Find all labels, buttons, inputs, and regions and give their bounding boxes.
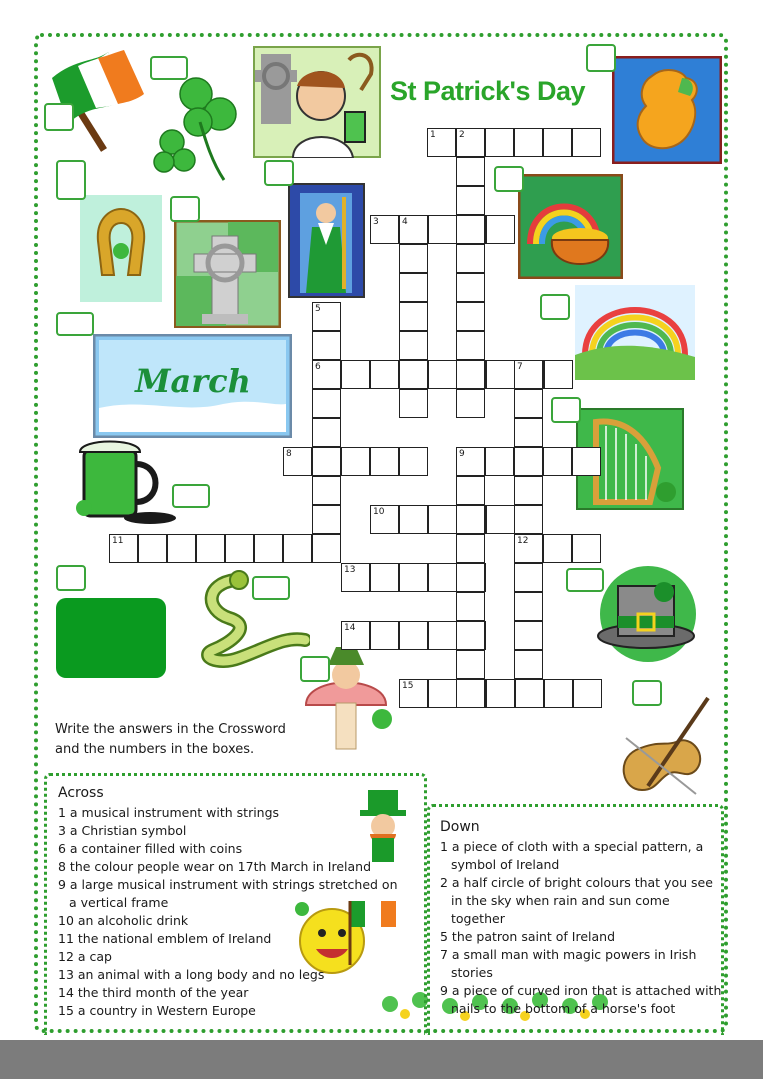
clue-item: 7 a small man with magic powers in Irish stories <box>440 947 697 980</box>
clue-item: 13 an animal with a long body and no legs <box>58 967 325 982</box>
clue-item: 1 a piece of cloth with a special pattern, a symbol of Ireland <box>440 839 704 872</box>
crossword-cell[interactable] <box>486 679 515 708</box>
crossword-cell[interactable] <box>428 360 457 389</box>
crossword-cell[interactable] <box>399 215 428 244</box>
clue-item: 8 the colour people wear on 17th March in Ireland <box>58 859 372 874</box>
clue-number: 14 <box>344 623 356 633</box>
clue-item: 15 a country in Western Europe <box>58 1003 256 1018</box>
crossword-cell[interactable] <box>514 592 543 621</box>
crossword-cell[interactable] <box>456 360 485 389</box>
clue-item: 6 a container filled with coins <box>58 841 243 856</box>
crossword-cell[interactable] <box>399 302 428 331</box>
crossword-cell[interactable] <box>427 128 456 157</box>
crossword-cell[interactable] <box>514 389 543 418</box>
crossword-cell[interactable] <box>515 679 544 708</box>
crossword-cell[interactable] <box>514 418 543 447</box>
crossword-cell[interactable] <box>486 215 515 244</box>
crossword-cell[interactable] <box>456 592 485 621</box>
clue-number: 13 <box>344 565 356 575</box>
crossword-cell[interactable] <box>485 447 514 476</box>
across-heading: Across <box>58 785 104 801</box>
crossword-cell[interactable] <box>399 389 428 418</box>
crossword-cell[interactable] <box>370 215 399 244</box>
clue-number: 11 <box>112 536 124 546</box>
crossword-cell[interactable] <box>341 621 370 650</box>
crossword-cell[interactable] <box>399 244 428 273</box>
crossword-cell[interactable] <box>312 389 341 418</box>
crossword-cell[interactable] <box>456 128 485 157</box>
instructions-line: Write the answers in the Crossword <box>55 722 286 737</box>
crossword-cell[interactable] <box>486 360 515 389</box>
crossword-cell[interactable] <box>543 128 572 157</box>
clue-number: 5 <box>315 304 321 314</box>
crossword-cell[interactable] <box>370 505 399 534</box>
crossword-cell[interactable] <box>399 679 428 708</box>
clue-item: 14 the third month of the year <box>58 985 249 1000</box>
crossword-cell[interactable] <box>399 331 428 360</box>
crossword-cell[interactable] <box>399 447 428 476</box>
crossword-cell[interactable] <box>543 447 572 476</box>
crossword-cell[interactable] <box>138 534 167 563</box>
crossword-cell[interactable] <box>456 476 485 505</box>
crossword-cell[interactable] <box>370 360 399 389</box>
clue-item: 1 a musical instrument with strings <box>58 805 280 820</box>
crossword-cell[interactable] <box>312 447 341 476</box>
crossword-cell[interactable] <box>514 360 543 389</box>
crossword-cell[interactable] <box>456 244 485 273</box>
crossword-cell[interactable] <box>514 534 543 563</box>
down-heading: Down <box>440 819 480 835</box>
clue-item: 5 the patron saint of Ireland <box>440 929 616 944</box>
page-title: St Patrick's Day <box>390 76 586 106</box>
crossword-cell[interactable] <box>514 128 543 157</box>
crossword-cell[interactable] <box>283 534 312 563</box>
crossword-cell[interactable] <box>312 360 341 389</box>
crossword-cell[interactable] <box>341 563 370 592</box>
clue-number: 6 <box>315 362 321 372</box>
down-clue-list <box>440 838 722 1018</box>
crossword-cell[interactable] <box>370 621 399 650</box>
crossword-cell[interactable] <box>428 679 457 708</box>
crossword-cell[interactable] <box>543 534 572 563</box>
down-clues-panel <box>427 804 724 1035</box>
clue-number: 8 <box>286 449 292 459</box>
crossword-cell[interactable] <box>514 563 543 592</box>
across-clue-list <box>58 804 408 1020</box>
crossword-cell[interactable] <box>312 505 341 534</box>
crossword-cell[interactable] <box>456 331 485 360</box>
crossword-cell[interactable] <box>428 621 457 650</box>
crossword-cell[interactable] <box>399 360 428 389</box>
clue-number: 7 <box>517 362 523 372</box>
crossword-cell[interactable] <box>456 447 485 476</box>
instructions-line: and the numbers in the boxes. <box>55 742 255 757</box>
crossword-cell[interactable] <box>428 505 457 534</box>
clue-item: 9 a piece of curved iron that is attached with nails to the bottom of a horse's foot <box>440 983 722 1016</box>
crossword-cell[interactable] <box>167 534 196 563</box>
crossword-cell[interactable] <box>225 534 254 563</box>
crossword-cell[interactable] <box>456 679 485 708</box>
crossword-cell[interactable] <box>312 302 341 331</box>
crossword-cell[interactable] <box>544 679 573 708</box>
instructions <box>55 720 305 760</box>
crossword-cell[interactable] <box>254 534 283 563</box>
clue-number: 9 <box>459 449 465 459</box>
crossword-cell[interactable] <box>370 563 399 592</box>
clue-item: 3 a Christian symbol <box>58 823 187 838</box>
crossword-cell[interactable] <box>341 447 370 476</box>
clue-number: 2 <box>459 130 465 140</box>
crossword-cell[interactable] <box>456 302 485 331</box>
crossword-cell[interactable] <box>514 505 543 534</box>
crossword-cell[interactable] <box>341 360 370 389</box>
crossword-cell[interactable] <box>456 650 485 679</box>
crossword-cell[interactable] <box>456 273 485 302</box>
crossword-cell[interactable] <box>399 563 428 592</box>
crossword-cell[interactable] <box>456 563 485 592</box>
crossword-cell[interactable] <box>312 476 341 505</box>
crossword-cell[interactable] <box>572 128 601 157</box>
clue-number: 10 <box>373 507 385 517</box>
crossword-cell[interactable] <box>109 534 138 563</box>
crossword-cell[interactable] <box>399 621 428 650</box>
clue-number: 1 <box>430 130 436 140</box>
crossword-cell[interactable] <box>312 534 341 563</box>
crossword-cell[interactable] <box>456 621 485 650</box>
clue-item: 2 a half circle of bright colours that you see in the sky when rain and sun come together <box>440 875 713 926</box>
clue-item: 11 the national emblem of Ireland <box>58 931 272 946</box>
clue-item: 10 an alcoholic drink <box>58 913 189 928</box>
crossword-cell[interactable] <box>572 447 601 476</box>
across-clues-panel <box>44 773 427 1035</box>
crossword-cell[interactable] <box>486 505 515 534</box>
clue-item: 12 a cap <box>58 949 112 964</box>
crossword-cell[interactable] <box>485 128 514 157</box>
crossword-cell[interactable] <box>312 418 341 447</box>
clue-number: 4 <box>402 217 408 227</box>
crossword-cell[interactable] <box>370 447 399 476</box>
crossword-cell[interactable] <box>514 476 543 505</box>
crossword-cell[interactable] <box>456 389 485 418</box>
clue-number: 3 <box>373 217 379 227</box>
clue-item: 9 a large musical instrument with strings stretched on a vertical frame <box>58 877 398 910</box>
march-label: March <box>135 362 251 400</box>
clue-number: 15 <box>402 681 414 691</box>
crossword-cell[interactable] <box>573 679 602 708</box>
crossword-cell[interactable] <box>544 360 573 389</box>
crossword-cell[interactable] <box>456 186 485 215</box>
crossword-cell[interactable] <box>456 215 485 244</box>
crossword-cell[interactable] <box>572 534 601 563</box>
crossword-cell[interactable] <box>283 447 312 476</box>
crossword-cell[interactable] <box>456 505 485 534</box>
crossword-cell[interactable] <box>196 534 225 563</box>
clue-number: 12 <box>517 536 529 546</box>
crossword-cell[interactable] <box>399 273 428 302</box>
crossword-cell[interactable] <box>456 157 485 186</box>
crossword-cell[interactable] <box>312 331 341 360</box>
crossword-cell[interactable] <box>428 563 457 592</box>
crossword-cell[interactable] <box>514 447 543 476</box>
crossword-cell[interactable] <box>428 215 457 244</box>
footer-bar <box>0 1040 763 1079</box>
crossword-cell[interactable] <box>399 505 428 534</box>
crossword-cell[interactable] <box>456 534 485 563</box>
crossword-cell[interactable] <box>514 621 543 650</box>
crossword-cell[interactable] <box>514 650 543 679</box>
